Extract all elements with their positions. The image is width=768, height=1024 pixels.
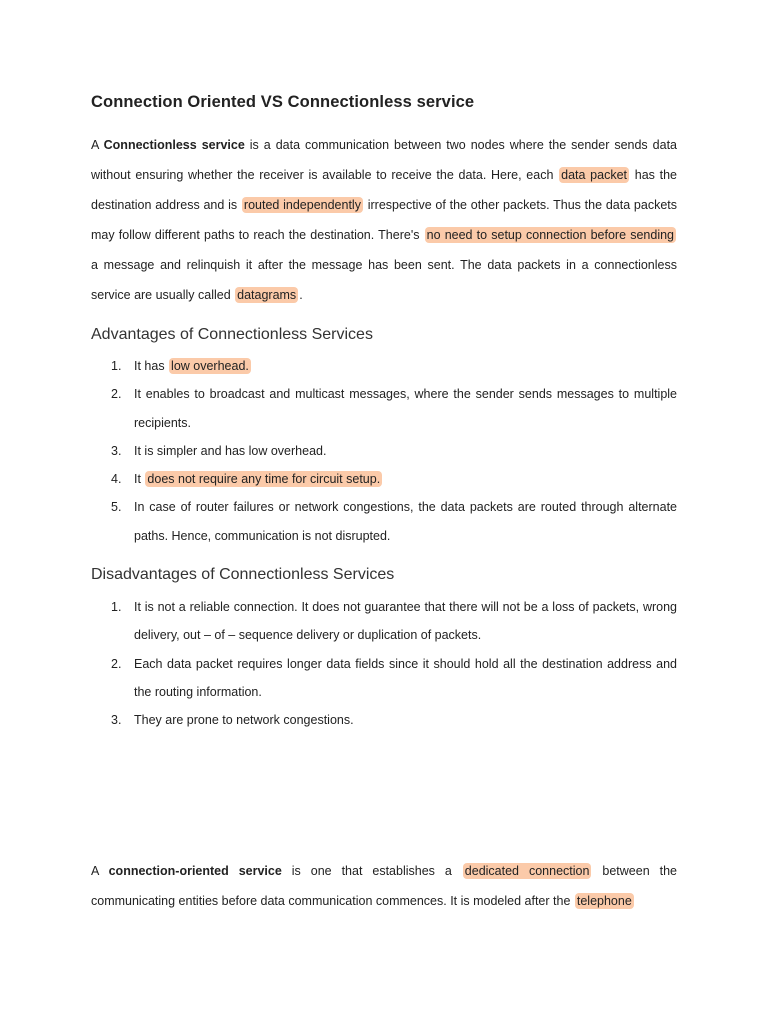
item-text: It enables to broadcast and multicast messages, where the sender sends messages to multiple recipients. xyxy=(134,387,677,430)
highlight-no-circuit-setup: does not require any time for circuit setup. xyxy=(147,472,381,487)
connection-oriented-paragraph xyxy=(91,856,677,916)
highlight-routed-independently: routed independently xyxy=(243,198,361,212)
highlight-dedicated-connection: dedicated connection xyxy=(464,864,590,878)
item-number: 3. xyxy=(111,443,122,458)
item-number: 4. xyxy=(111,472,122,487)
list-item xyxy=(91,380,677,437)
list-item xyxy=(91,650,677,707)
list-item xyxy=(91,352,677,380)
list-item xyxy=(91,706,677,734)
item-number: 1. xyxy=(111,359,122,373)
item-text: It is not a reliable connection. It does not guarantee that there will not be a loss of packets, wrong delivery, out – of – sequence delivery or duplication of packets. xyxy=(134,600,677,643)
item-text: In case of router failures or network congestions, the data packets are routed through alternate paths. Hence, communication is not disrupted. xyxy=(134,500,677,543)
highlight-telephone: telephone xyxy=(576,894,632,908)
list-item xyxy=(91,493,677,550)
list-item xyxy=(91,465,677,493)
item-number: 3. xyxy=(111,713,122,728)
intro-text: . xyxy=(299,288,303,302)
advantages-heading: Advantages of Connectionless Services xyxy=(91,326,373,343)
outro-text: is one that establishes a xyxy=(281,864,462,878)
connectionless-intro-paragraph xyxy=(91,130,677,310)
advantages-list xyxy=(91,352,677,550)
highlight-no-need-to-setup: no need to setup connection before sending xyxy=(426,228,674,242)
item-number: 5. xyxy=(111,500,122,515)
intro-text: irrespective of the other packets. Thus the data packets may follow different paths to reach the destination. There's xyxy=(91,198,677,242)
intro-text: has the destination address and is xyxy=(91,168,677,212)
item-number: 2. xyxy=(111,656,122,671)
intro-text: is a data communication between two nodes where the sender sends data without ensuring whether the receiver is available to receive the data. Here, each xyxy=(91,138,677,182)
item-text: It is simpler and has low overhead. xyxy=(134,443,327,458)
item-number: 2. xyxy=(111,387,122,402)
bold-term-connection-oriented: connection-oriented service xyxy=(108,864,282,878)
disadvantages-list xyxy=(91,593,677,734)
disadvantages-heading: Disadvantages of Connectionless Services xyxy=(91,566,395,583)
highlight-data-packet: data packet xyxy=(561,168,628,182)
list-item xyxy=(91,437,677,465)
highlight-low-overhead: low overhead. xyxy=(171,359,249,373)
intro-text: A xyxy=(91,138,104,152)
outro-text: A xyxy=(91,864,109,878)
outro-text: between the communicating entities before data communication commences. It is modeled after the xyxy=(91,864,677,908)
list-item xyxy=(91,593,677,650)
item-number: 1. xyxy=(111,600,122,614)
page-title: Connection Oriented VS Connectionless service xyxy=(91,93,475,111)
item-text: It has xyxy=(134,359,169,373)
bold-term-connectionless: Connectionless service xyxy=(103,138,245,152)
item-text: Each data packet requires longer data fields since it should hold all the destination address and the routing information. xyxy=(134,656,677,699)
item-text: They are prone to network congestions. xyxy=(134,713,354,728)
highlight-datagrams: datagrams xyxy=(237,288,297,302)
intro-text: a message and relinquish it after the message has been sent. The data packets in a connectionless service are usually called xyxy=(91,258,677,302)
item-text: It xyxy=(134,472,145,487)
